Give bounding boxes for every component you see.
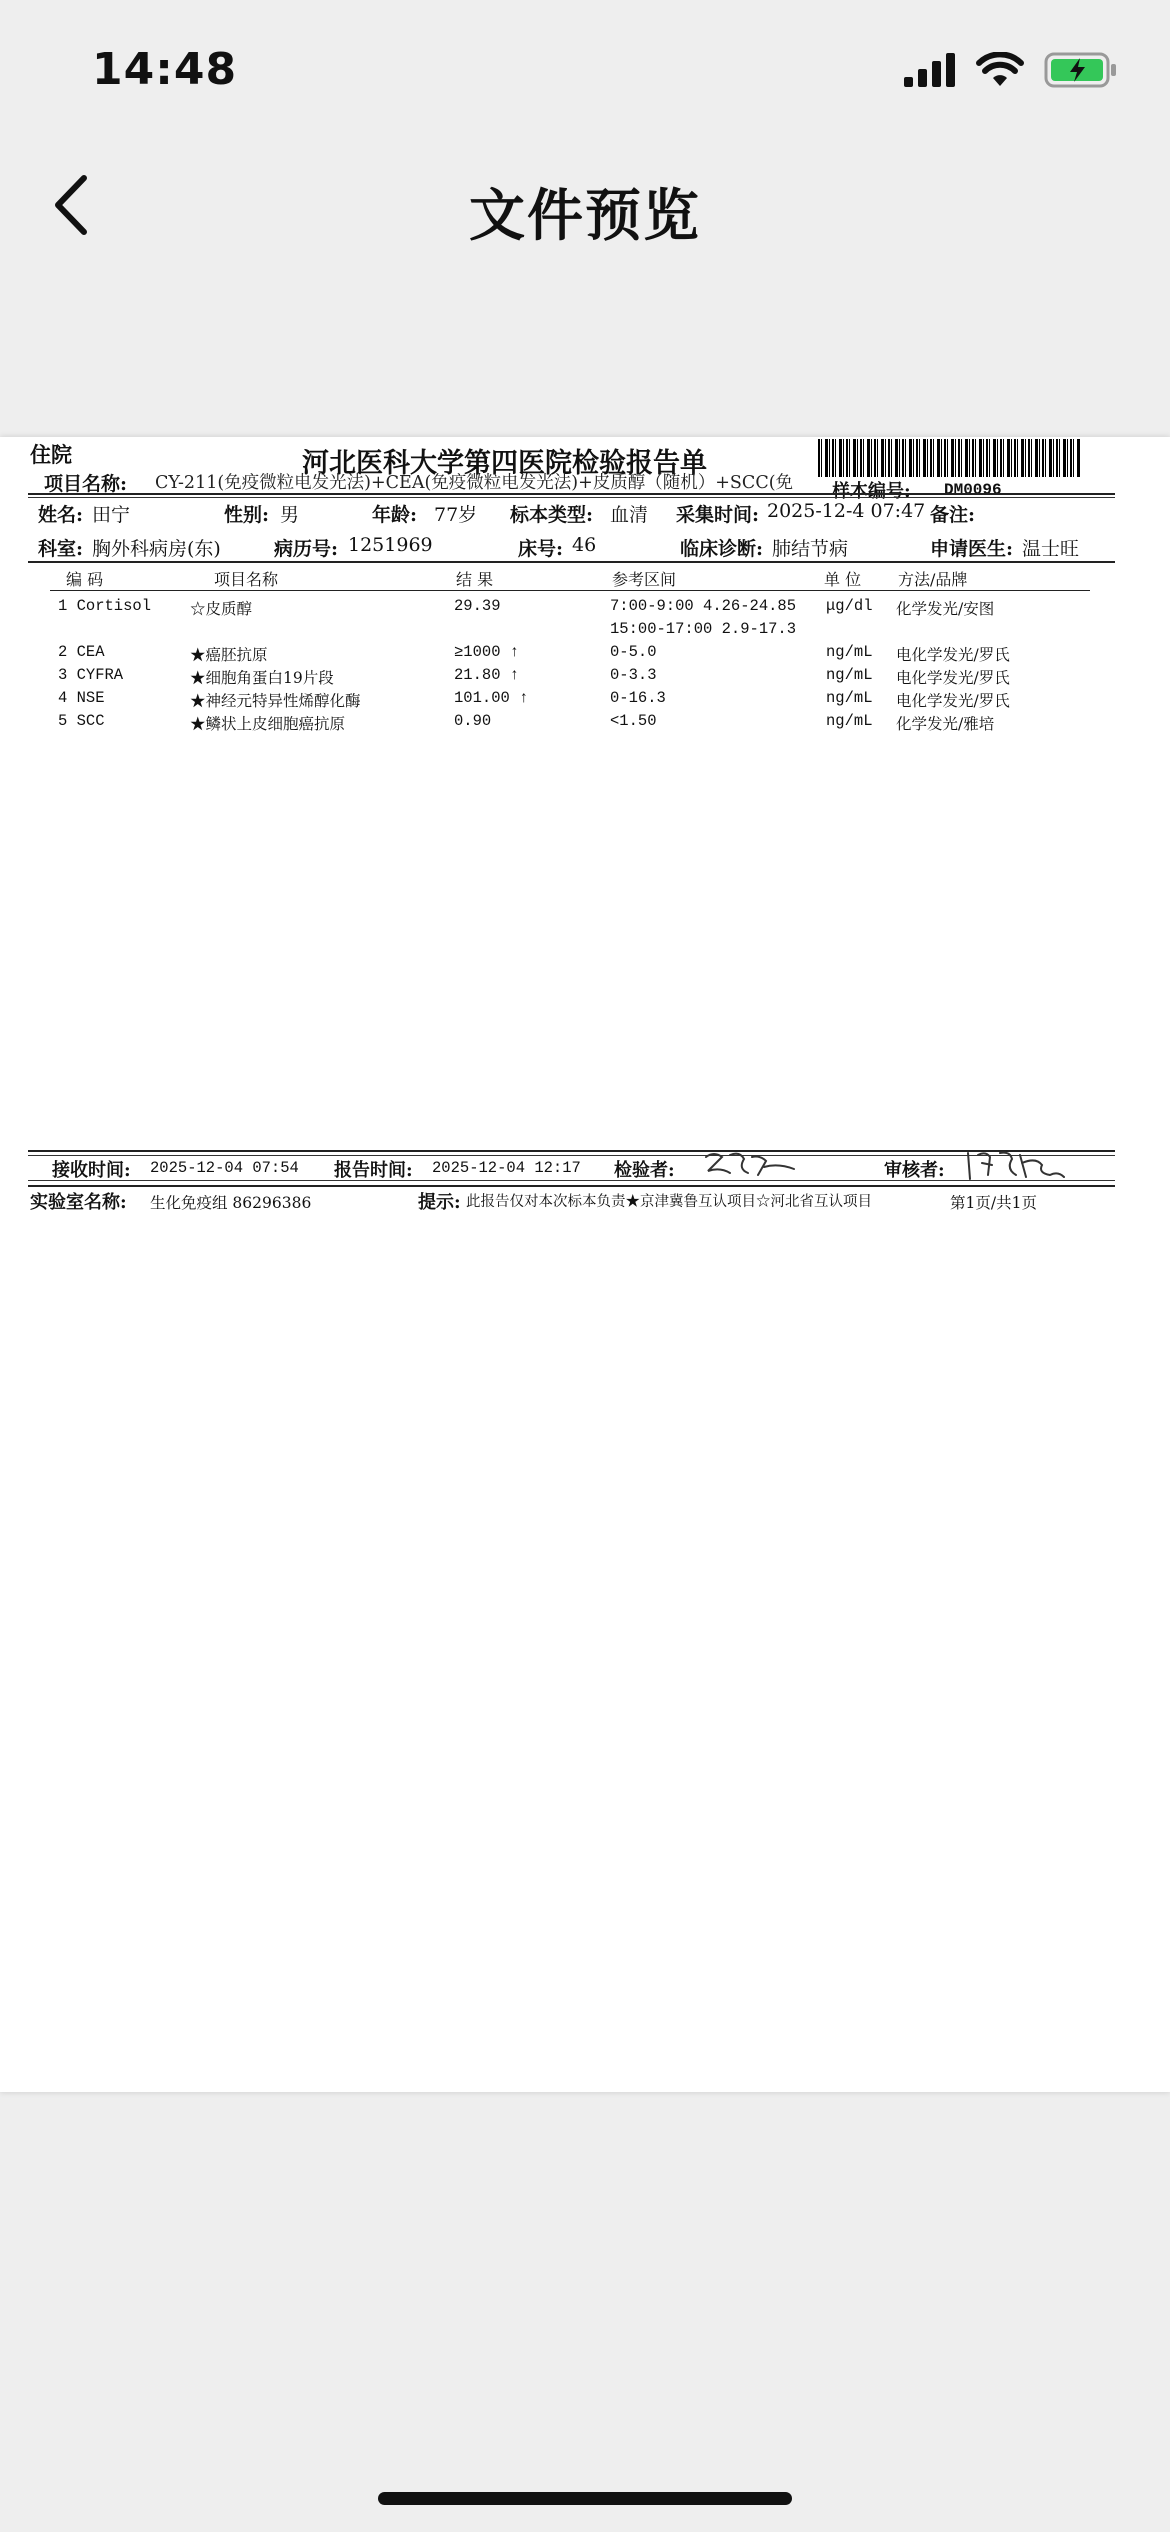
table-row-range: 0-3.3 bbox=[610, 666, 657, 684]
report-time-value: 2025-12-04 12:17 bbox=[432, 1159, 581, 1177]
table-row-range: 7:00-9:00 4.26-24.85 bbox=[610, 597, 797, 615]
report-type: 住院 bbox=[30, 442, 72, 467]
age-label: 年龄: bbox=[372, 504, 418, 526]
hint-label: 提示: bbox=[418, 1192, 461, 1213]
reviewer-label: 审核者: bbox=[884, 1160, 945, 1181]
signal-icon bbox=[904, 53, 956, 87]
lab-name-label: 实验室名称: bbox=[30, 1192, 127, 1213]
table-row-result: 0.90 bbox=[454, 712, 492, 730]
reviewer-signature bbox=[960, 1145, 1070, 1183]
specimen-label: 标本类型: bbox=[510, 504, 594, 526]
table-row-item: ★细胞角蛋白19片段 bbox=[190, 669, 334, 687]
table-row-unit: μg/dl bbox=[826, 597, 873, 615]
table-row-item: ★鳞状上皮细胞癌抗原 bbox=[190, 715, 346, 733]
barcode-icon bbox=[818, 439, 1080, 477]
project-value: CY-211(免疫微粒电发光法)+CEA(免疫微粒电发光法)+皮质醇（随机）+SCC(免 bbox=[155, 473, 794, 493]
table-row-unit: ng/mL bbox=[826, 712, 873, 730]
table-row-code: 5 SCC bbox=[58, 712, 105, 730]
bed-value: 46 bbox=[572, 534, 597, 556]
dept-value: 胸外科病房(东) bbox=[92, 538, 221, 560]
table-row-result: ≥1000 ↑ bbox=[454, 643, 520, 661]
report-time-label: 报告时间: bbox=[334, 1160, 413, 1181]
wifi-icon bbox=[976, 52, 1024, 88]
doctor-value: 温士旺 bbox=[1022, 538, 1080, 560]
page-indicator: 第1页/共1页 bbox=[950, 1194, 1037, 1212]
record-no-value: 1251969 bbox=[348, 534, 433, 556]
doctor-label: 申请医生: bbox=[930, 538, 1014, 560]
table-row-item: ★癌胚抗原 bbox=[190, 646, 268, 664]
table-row-code: 2 CEA bbox=[58, 643, 105, 661]
diagnosis-label: 临床诊断: bbox=[680, 538, 764, 560]
bed-label: 床号: bbox=[518, 538, 564, 560]
remark-label: 备注: bbox=[930, 504, 976, 526]
status-icons bbox=[904, 50, 1118, 90]
hint-value: 此报告仅对本次标本负责★京津冀鲁互认项目☆河北省互认项目 bbox=[466, 1194, 872, 1210]
record-no-label: 病历号: bbox=[274, 538, 339, 560]
table-row-range: 0-16.3 bbox=[610, 689, 666, 707]
home-indicator[interactable] bbox=[378, 2492, 792, 2505]
age-value: 77岁 bbox=[434, 504, 478, 526]
sample-no-value: DM0096 bbox=[944, 481, 1002, 499]
table-row-result: 101.00 ↑ bbox=[454, 689, 529, 707]
table-row-method: 化学发光/安图 bbox=[896, 600, 995, 618]
project-label: 项目名称: bbox=[44, 473, 128, 495]
diagnosis-value: 肺结节病 bbox=[772, 538, 849, 560]
receive-time-label: 接收时间: bbox=[52, 1160, 131, 1181]
table-row-result: 29.39 bbox=[454, 597, 501, 615]
name-value: 田宁 bbox=[92, 504, 131, 526]
table-row-unit: ng/mL bbox=[826, 643, 873, 661]
specimen-value: 血清 bbox=[610, 504, 649, 526]
inspector-signature bbox=[700, 1147, 800, 1183]
table-row-range: 0-5.0 bbox=[610, 643, 657, 661]
document-preview[interactable] bbox=[0, 437, 1170, 2092]
table-row-result: 21.80 ↑ bbox=[454, 666, 520, 684]
report-title: 河北医科大学第四医院检验报告单 bbox=[302, 448, 707, 479]
col-result: 结 果 bbox=[456, 570, 494, 589]
table-row-item: ☆皮质醇 bbox=[190, 600, 253, 618]
receive-time-value: 2025-12-04 07:54 bbox=[150, 1159, 299, 1177]
table-row-method: 化学发光/雅培 bbox=[896, 715, 995, 733]
table-row-method: 电化学发光/罗氏 bbox=[896, 646, 1010, 664]
table-row-method: 电化学发光/罗氏 bbox=[896, 669, 1010, 687]
table-row-item: ★神经元特异性烯醇化酶 bbox=[190, 692, 361, 710]
status-time: 14:48 bbox=[92, 44, 238, 95]
col-item: 项目名称 bbox=[214, 570, 279, 589]
lab-name-value: 生化免疫组 86296386 bbox=[150, 1194, 312, 1212]
inspector-label: 检验者: bbox=[614, 1160, 675, 1181]
sample-no-label: 样本编号: bbox=[832, 481, 911, 502]
page-title: 文件预览 bbox=[469, 184, 701, 249]
collect-time-label: 采集时间: bbox=[676, 504, 760, 526]
table-row-code: 3 CYFRA bbox=[58, 666, 124, 684]
col-unit: 单 位 bbox=[824, 570, 862, 589]
table-row-code: 4 NSE bbox=[58, 689, 105, 707]
table-row-method: 电化学发光/罗氏 bbox=[896, 692, 1010, 710]
table-row-range: <1.50 bbox=[610, 712, 657, 730]
col-range: 参考区间 bbox=[612, 570, 677, 589]
sex-label: 性别: bbox=[224, 504, 270, 526]
table-row-unit: ng/mL bbox=[826, 689, 873, 707]
dept-label: 科室: bbox=[38, 538, 84, 560]
sex-value: 男 bbox=[280, 504, 300, 526]
battery-charging-icon bbox=[1044, 52, 1118, 88]
table-row-unit: ng/mL bbox=[826, 666, 873, 684]
col-code: 编 码 bbox=[66, 570, 104, 589]
table-row-code: 1 Cortisol bbox=[58, 597, 152, 615]
collect-time-value: 2025-12-4 07:47 bbox=[767, 500, 926, 522]
table-row-range-extra: 15:00-17:00 2.9-17.3 bbox=[610, 620, 797, 638]
name-label: 姓名: bbox=[38, 504, 84, 526]
col-method: 方法/品牌 bbox=[898, 570, 968, 589]
